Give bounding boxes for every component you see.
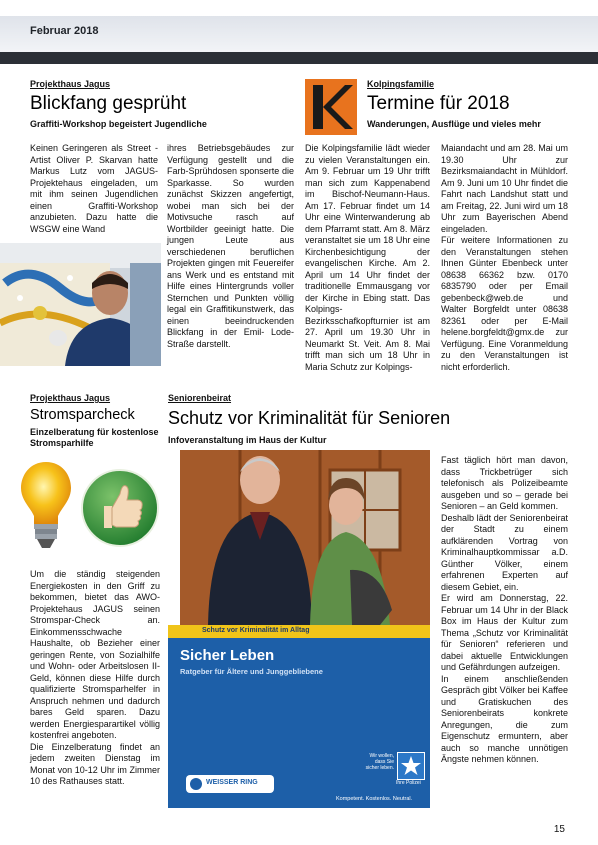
- police-slogan: [356, 753, 394, 771]
- brochure-heading: Sicher Leben: [180, 647, 275, 664]
- article3-p1: Um die ständig steigenden Energiekosten in den Griff zu bekommen, bietet das AWO-Projektehaus JAGUS seinen Stromspar-Check an. Einkommensschwache Haushalte, ob Bezieher einer geringen Rente, von Sozialhilfe und Wohn- oder Arbeitslosen II- Geld, können diese Hilfe durch qualifizierte Stromsparhelfer in Anspruch nehmen und dadurch bares Geld sparen. Dazu werden Energiesparartikel völlig kostenfrei angeboten.: [30, 569, 160, 740]
- article4-p1: Fast täglich hört man davon, dass Trickbetrüger sich telefonisch als Polizeibeamte ausgeben und so – gerade bei Senioren – an Geld kommen.: [441, 455, 568, 511]
- police-star-icon: [397, 752, 425, 780]
- article3-kicker: Projekthaus Jagus: [30, 393, 111, 403]
- article4-title: Schutz vor Kriminalität für Senioren: [168, 408, 451, 428]
- weisser-ring-label: WEISSER RING: [206, 779, 258, 786]
- article1-title: Blickfang gesprüht: [30, 93, 187, 114]
- article2-col1: Die Kolpingsfamilie lädt wieder zu vielen Veranstaltungen ein. Am 9. Februar um 19 Uhr trifft man sich zum Kappenabend im Bischof-Neumann-Haus. Am 17. Februar findet um 14 Uhr eine Winterwanderung ab dem Pfarramt statt. Am 8. März veranstaltet sie um 18 Uhr eine Kirchenbesichtigung der evangelischen Kirche. Am 2. April um 14 Uhr findet der traditionelle Emmausgang vor der Kirche in Ebing statt. Das Kolpings-Bezirksschafkopfturnier ist am 27. April um 19.30 Uhr in Neumarkt St. Veit. Am 8. Mai trifft man sich um 18 Uhr in Maria Schutz zur Kolpings-: [305, 143, 430, 372]
- graffiti-photo: [0, 243, 161, 366]
- header-divider: [0, 52, 598, 64]
- brochure-banner-text: Schutz vor Kriminalität im Alltag: [202, 627, 310, 634]
- article1-subtitle: Graffiti-Workshop begeistert Jugendliche: [30, 119, 207, 129]
- article4-p2: Deshalb lädt der Seniorenbeirat der Stadt zu einem aufklärenden Vortrag von Kriminalhauptkommissar a.D. Günther Völker, einem erfahrenen Experten auf diesem Gebiet, ein.: [441, 512, 568, 592]
- article3-title: Stromsparcheck: [30, 407, 135, 423]
- thumbs-up-icon: [80, 468, 160, 548]
- police-slogan-3: sicher leben.: [365, 765, 394, 771]
- article4-body: [441, 455, 568, 766]
- article4-kicker: Seniorenbeirat: [168, 393, 232, 403]
- seniors-photo: [180, 450, 430, 625]
- article1-col1: Keinen Geringeren als Street - Artist Oliver P. Skarvan hatte Markus Lutz vom JAGUS- Projektehaus eingeladen, um mit ihm seinen Jugendlichen einen Graffiti-Workshop anzubieten. Dazu hatte die WSGW eine Wand: [30, 143, 158, 234]
- article1-col2: ihres Betriebsgebäudes zur Verfügung gestellt und die Farb-Sprühdosen sponserte die Sparkasse. So wurden zunächst Skizzen angefertigt, wobei man sich bei der Motivsuche rasch auf Wortbilder geeinigt hatte. Die jungen Leute aus verschiedenen beruflichen Projekten gingen mit Feuereifer ans Werk und es entstand mit Hilfe eines Hintergrunds voller Sternchen und Punkten völlig legal ein Graffitikunstwerk, das einen beeindruckenden Blickfang in der Emil- Lode- Straße darstellt.: [167, 143, 294, 349]
- article2-subtitle: Wanderungen, Ausflüge und vieles mehr: [367, 119, 541, 129]
- brochure-cover: [168, 625, 430, 808]
- page-number: 15: [553, 824, 565, 835]
- police-label: Ihre Polizei: [396, 780, 421, 786]
- article2-col2-p1: Maiandacht und am 28. Mai um 19.30 Uhr zur Bezirksmaiandacht in Mühldorf. Am 9. Juni um 10 Uhr findet die Fahrt nach Landshut statt und am Freitag, 22. Juni wird um 18 Uhr zum Bayerischen Abend eingeladen.: [441, 143, 568, 234]
- article2-title: Termine für 2018: [367, 93, 510, 114]
- weisser-ring-icon: [190, 778, 202, 790]
- article2-kicker: Kolpingsfamilie: [367, 79, 435, 89]
- article4-subtitle: Infoveranstaltung im Haus der Kultur: [168, 435, 327, 445]
- brochure-footer: Kompetent. Kostenlos. Neutral.: [336, 796, 413, 802]
- article4-p4: In einem anschließenden Gespräch gibt Völker bei Kaffee und Gratiskuchen des Seniorenbeirats konkrete Anregungen, die zum Eigenschutz ermuntern, aber auch so manche unnötigen Ängste nehmen können.: [441, 673, 568, 764]
- article1-kicker: Projekthaus Jagus: [30, 79, 111, 89]
- article2-col2: [441, 143, 568, 373]
- lightbulb-icon: [18, 460, 74, 552]
- issue-label: Februar 2018: [30, 25, 99, 37]
- article4-p3: Er wird am Donnerstag, 22. Februar um 14 Uhr in der Black Box im Haus der Kultur zum Thema „Schutz vor Kriminalität für Senioren“ referieren und dabei aktuelle Entwicklungen und Gefährdungen aufzeigen.: [441, 593, 568, 672]
- weisser-ring-logo: [186, 775, 274, 793]
- police-slogan-1: Wir wollen,: [369, 753, 394, 759]
- brochure-tagline: Ratgeber für Ältere und Junggebliebene: [180, 667, 323, 676]
- article3-body: [30, 569, 160, 788]
- article3-subtitle: Einzelberatung für kostenlose Stromsparhilfe: [30, 427, 159, 448]
- kolping-logo: [305, 79, 357, 135]
- police-slogan-2: dass Sie: [374, 759, 394, 765]
- article2-col2-p2: Für weitere Informationen zu den Veranstaltungen stehen Ihnen Günter Ebenbeck unter 08638 66362 bzw. 0170 6835790 oder per Email gebenbeck@web.de und Walter Borgfeldt unter 08638 82361 oder per E-Mail helene.borgfeldt@gmx.de zur Verfügung. Eine Voranmeldung zu den Veranstaltungen ist nicht erforderlich.: [441, 235, 568, 372]
- article3-p2: Die Einzelberatung findet an jedem zweiten Dienstag im Monat von 10-12 Uhr im Zimmer 10 des Rathauses statt.: [30, 741, 160, 786]
